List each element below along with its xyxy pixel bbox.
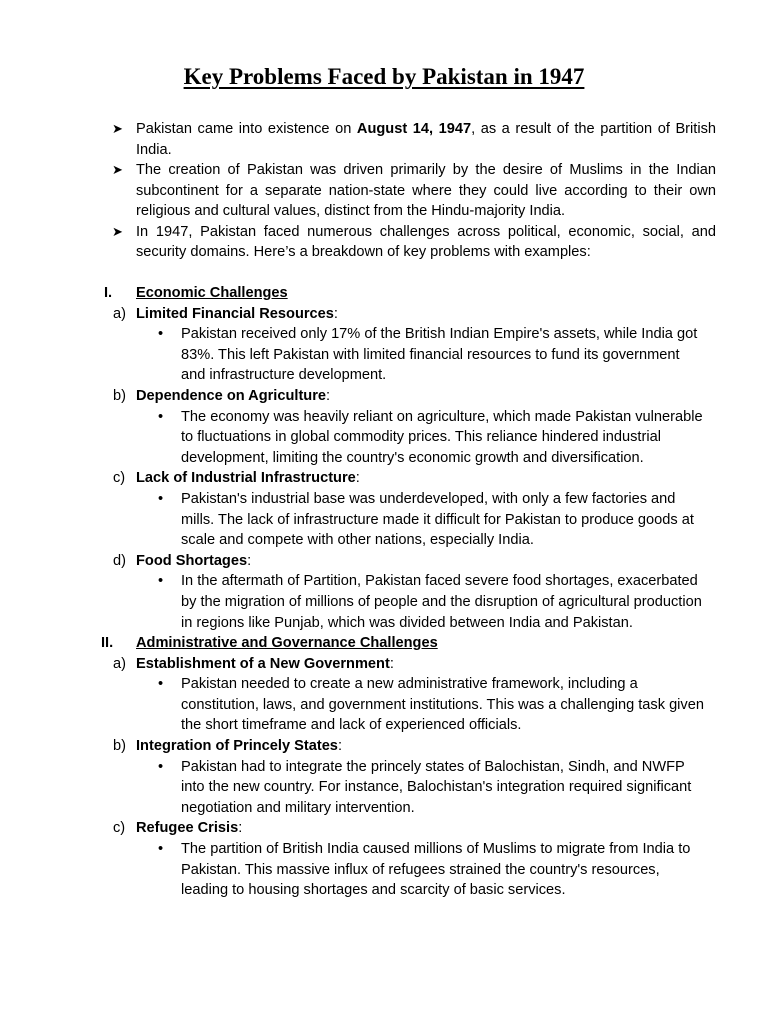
bullet-text: Pakistan's industrial base was underdeveloped, with only a few factories and mills. The lack of infrastructure made it difficult for Pakistan to produce goods at scale and compete with other nations, especially India. — [181, 490, 694, 549]
list-item — [0, 324, 768, 386]
subsection-heading: c) Lack of Industrial Infrastructure: — [0, 468, 768, 489]
section-heading — [0, 283, 768, 304]
arrow-bullet-icon: ➤ — [112, 121, 123, 136]
sections — [0, 283, 768, 901]
bullet-dot-icon: • — [158, 326, 164, 343]
subsection-label: Limited Financial Resources — [136, 305, 334, 322]
subsection-heading: c) Refugee Crisis: — [0, 818, 768, 839]
list-item — [0, 839, 768, 901]
subsection-heading: a) Limited Financial Resources: — [0, 304, 768, 325]
bullet-dot-icon: • — [158, 676, 164, 693]
subsection-heading: b) Integration of Princely States: — [0, 736, 768, 757]
section-heading — [0, 633, 768, 654]
bullet-text: Pakistan received only 17% of the British Indian Empire's assets, while India got 83%. This left Pakistan with limited financial resources to fund its government and infrastructure development. — [181, 326, 698, 384]
bullet-text: In the aftermath of Partition, Pakistan faced severe food shortages, exacerbated by the migration of millions of people and the disruption of agricultural production in regions like Punjab, which was divided between India and Pakistan. — [181, 573, 702, 631]
subsection-label: Food Shortages — [136, 552, 248, 569]
bullet-dot-icon: • — [158, 490, 164, 507]
subsection-letter: c) — [113, 470, 126, 487]
subsection-letter: a) — [113, 305, 126, 322]
subsection-letter: a) — [113, 655, 126, 672]
bullet-dot-icon: • — [158, 758, 164, 775]
list-item — [0, 489, 768, 551]
arrow-bullet-icon: ➤ — [112, 223, 123, 239]
bullet-text: The partition of British India caused millions of Muslims to migrate from India to Pakistan. This massive influx of refugees strained the country's resources, leading to housing shortages and scarcity of basic services. — [181, 841, 691, 899]
subsection-heading: a) Establishment of a New Government: — [0, 654, 768, 675]
section-number: II. — [101, 635, 114, 652]
intro-list — [0, 119, 768, 263]
arrow-bullet-icon: ➤ — [112, 162, 123, 177]
bullet-dot-icon: • — [158, 408, 164, 425]
section-title: Administrative and Governance Challenges — [136, 635, 438, 652]
list-item — [0, 674, 768, 736]
intro-item — [0, 160, 768, 222]
section-number: I. — [104, 285, 113, 301]
intro-item — [0, 222, 768, 263]
subsection-letter: d) — [113, 552, 126, 569]
bullet-dot-icon: • — [158, 841, 164, 858]
intro-text-tail: , as a result of the partition of British India. — [136, 121, 716, 158]
subsection-label: Dependence on Agriculture — [136, 387, 327, 404]
subsection-label: Refugee Crisis — [136, 820, 239, 837]
subsection-letter: b) — [113, 387, 126, 404]
intro-date: August 14, 1947 — [356, 121, 472, 137]
section-title: Economic Challenges — [136, 285, 288, 301]
subsection-label: Establishment of a New Government — [136, 655, 390, 672]
subsection-letter: c) — [113, 820, 126, 837]
subsection-heading: d) Food Shortages: — [0, 551, 768, 572]
intro-text: The creation of Pakistan was driven primarily by the desire of Muslims in the Indian subcontinent for a separate nation-state where they could live according to their own religious and cultural values, distinct from the Hindu-majority India. — [136, 162, 716, 219]
list-item — [0, 571, 768, 633]
subsection-heading: b) Dependence on Agriculture: — [0, 386, 768, 407]
bullet-dot-icon: • — [158, 573, 164, 590]
list-item — [0, 407, 768, 469]
page-title: Key Problems Faced by Pakistan in 1947 — [183, 64, 585, 89]
bullet-text: The economy was heavily reliant on agriculture, which made Pakistan vulnerable to fluctuations in global commodity prices. This reliance hindered industrial development, limiting the country's economic growth and diversification. — [181, 408, 703, 466]
intro-text: In 1947, Pakistan faced numerous challenges across political, economic, social, and security domains. Here’s a breakdown of key problems with examples: — [136, 223, 716, 260]
bullet-text: Pakistan needed to create a new administrative framework, including a constitution, laws, and government institutions. This was a challenging task given the short timeframe and lack of experienced officials. — [181, 676, 704, 734]
intro-text: Pakistan came into existence on — [136, 121, 357, 137]
intro-item — [0, 119, 768, 160]
bullet-text: Pakistan had to integrate the princely states of Balochistan, Sindh, and NWFP into the new country. For instance, Balochistan's integration required significant negotiation and military intervention. — [181, 758, 692, 816]
list-item — [0, 757, 768, 819]
subsection-letter: b) — [113, 738, 126, 755]
subsection-label: Lack of Industrial Infrastructure — [136, 470, 356, 487]
subsection-label: Integration of Princely States — [136, 738, 338, 755]
